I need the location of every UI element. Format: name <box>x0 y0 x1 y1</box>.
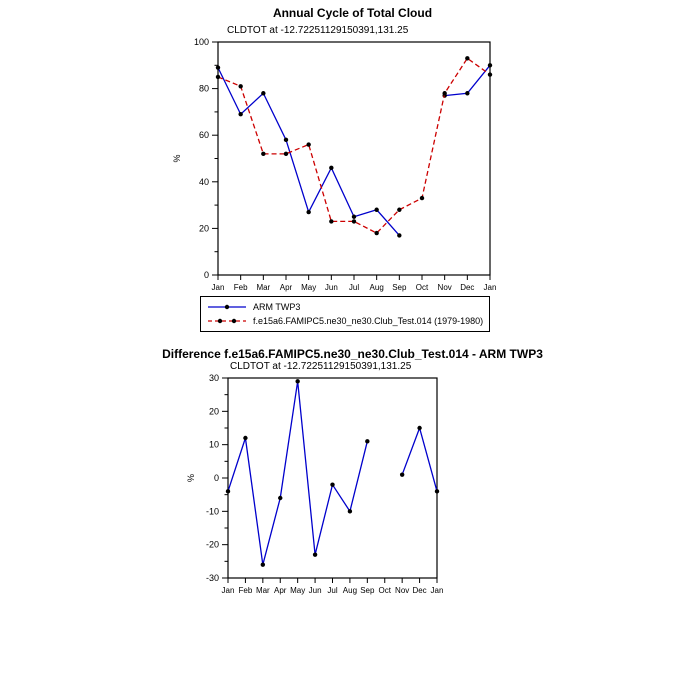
svg-text:0: 0 <box>203 270 209 280</box>
red-dashed-line-icon <box>207 316 247 326</box>
svg-text:May: May <box>301 283 317 292</box>
svg-text:Jun: Jun <box>324 283 338 292</box>
svg-text:30: 30 <box>208 373 219 383</box>
svg-text:Dec: Dec <box>412 586 427 595</box>
svg-text:Aug: Aug <box>369 283 384 292</box>
svg-text:Nov: Nov <box>395 586 410 595</box>
svg-text:Mar: Mar <box>255 586 270 595</box>
svg-text:-10: -10 <box>205 506 219 517</box>
svg-text:May: May <box>290 586 306 595</box>
svg-text:Jun: Jun <box>308 586 322 595</box>
svg-text:80: 80 <box>198 83 209 94</box>
legend-item-arm-twp3 <box>207 300 483 314</box>
svg-text:40: 40 <box>198 176 209 187</box>
svg-text:-20: -20 <box>205 539 219 550</box>
top-chart-subtitle: CLDTOT at -12.72251129150391,131.25 <box>227 25 409 36</box>
legend-item-model <box>207 314 483 328</box>
legend <box>200 296 490 332</box>
svg-text:Jan: Jan <box>430 586 444 595</box>
marker-dot-icon <box>232 319 236 323</box>
svg-text:Mar: Mar <box>256 283 271 292</box>
legend-label-model: f.e15a6.FAMIPC5.ne30_ne30.Club_Test.014 (1979-1980) <box>253 316 484 326</box>
svg-text:Aug: Aug <box>342 586 358 595</box>
svg-text:Jan: Jan <box>221 586 235 595</box>
svg-text:Apr: Apr <box>279 283 293 292</box>
svg-text:Nov: Nov <box>437 283 452 292</box>
svg-text:0: 0 <box>213 473 219 483</box>
svg-text:Dec: Dec <box>460 283 475 292</box>
svg-text:Jul: Jul <box>348 283 360 292</box>
svg-text:Oct: Oct <box>415 283 429 292</box>
blue-solid-line-icon <box>207 302 247 312</box>
svg-text:%: % <box>172 154 182 163</box>
svg-text:Oct: Oct <box>378 586 391 595</box>
svg-text:Jul: Jul <box>327 586 338 595</box>
bottom-chart-title: Difference f.e15a6.FAMIPC5.ne30_ne30.Club_Test.014 - ARM TWP3 <box>162 347 543 361</box>
svg-text:Apr: Apr <box>274 586 287 595</box>
marker-dot-icon <box>225 305 229 309</box>
svg-text:20: 20 <box>208 406 219 417</box>
svg-text:Jan: Jan <box>211 283 225 292</box>
svg-text:60: 60 <box>198 130 209 141</box>
top-chart-canvas <box>150 36 530 304</box>
legend-label-arm-twp3: ARM TWP3 <box>253 302 301 312</box>
svg-text:Feb: Feb <box>238 586 253 595</box>
top-chart-title: Annual Cycle of Total Cloud <box>272 6 433 20</box>
marker-dot-icon <box>218 319 222 323</box>
svg-text:Sep: Sep <box>360 586 375 595</box>
svg-text:100: 100 <box>193 37 209 47</box>
svg-text:-30: -30 <box>205 573 219 583</box>
svg-text:Feb: Feb <box>233 283 248 292</box>
svg-text:Jan: Jan <box>483 283 497 292</box>
svg-text:Sep: Sep <box>392 283 407 292</box>
svg-text:%: % <box>186 473 196 483</box>
svg-text:20: 20 <box>198 223 209 234</box>
svg-text:10: 10 <box>208 439 219 450</box>
bottom-chart-canvas <box>170 372 500 607</box>
bottom-chart-subtitle: CLDTOT at -12.72251129150391,131.25 <box>230 361 412 372</box>
